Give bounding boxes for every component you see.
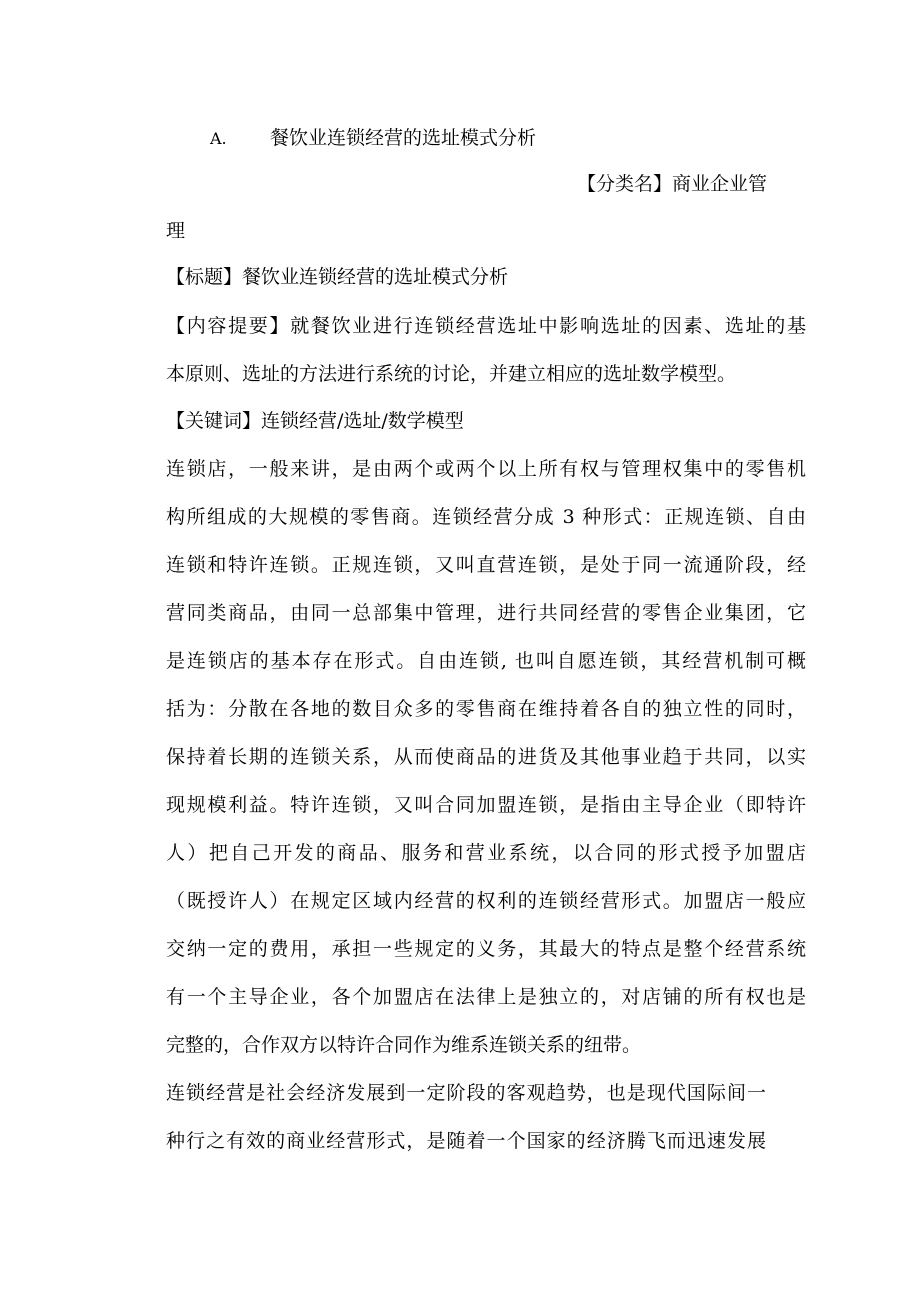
abstract-line: 【内容提要】就餐饮业进行连锁经营选址中影响选址的因素、选址的基 — [166, 315, 806, 337]
paragraph-line: 营同类商品，由同一总部集中管理，进行共同经营的零售企业集团，它 — [166, 602, 806, 624]
section-title: 餐饮业连锁经营的选址模式分析 — [270, 127, 537, 149]
title-line: 【标题】餐饮业连锁经营的选址模式分析 — [166, 266, 509, 288]
category-label-continuation: 理 — [166, 220, 186, 242]
paragraph-line: 括为：分散在各地的数目众多的零售商在维持着各自的独立性的同时， — [166, 698, 806, 720]
paragraph-line: 完整的，合作双方以特许合同作为维系连锁关系的纽带。 — [166, 1034, 642, 1056]
paragraph-line: 人）把自己开发的商品、服务和营业系统，以合同的形式授予加盟店 — [166, 842, 806, 864]
keywords-line: 【关键词】连锁经营/选址/数学模型 — [166, 410, 464, 432]
paragraph-line: 是连锁店的基本存在形式。自由连锁, 也叫自愿连锁，其经营机制可概 — [166, 650, 806, 672]
paragraph-line: 交纳一定的费用，承担一些规定的义务，其最大的特点是整个经营系统 — [166, 938, 806, 960]
section-number: A. — [210, 129, 227, 148]
paragraph-line: 连锁经营是社会经济发展到一定阶段的客观趋势，也是现代国际间一 — [166, 1082, 766, 1104]
paragraph-line: 现规模利益。特许连锁，又叫合同加盟连锁，是指由主导企业（即特许 — [166, 794, 806, 816]
paragraph-line: 种行之有效的商业经营形式，是随着一个国家的经济腾飞而迅速发展 — [166, 1130, 766, 1152]
paragraph-line: （既授许人）在规定区域内经营的权利的连锁经营形式。加盟店一般应 — [166, 890, 806, 912]
paragraph-line: 构所组成的大规模的零售商。连锁经营分成 3 种形式：正规连锁、自由 — [166, 506, 806, 528]
paragraph-line: 连锁店，一般来讲，是由两个或两个以上所有权与管理权集中的零售机 — [166, 458, 806, 480]
abstract-line: 本原则、选址的方法进行系统的讨论，并建立相应的选址数学模型。 — [166, 363, 737, 385]
category-label: 【分类名】商业企业管 — [577, 173, 768, 195]
paragraph-line: 连锁和特许连锁。正规连锁，又叫直营连锁，是处于同一流通阶段，经 — [166, 554, 806, 576]
paragraph-line: 有一个主导企业，各个加盟店在法律上是独立的，对店铺的所有权也是 — [166, 986, 806, 1008]
paragraph-line: 保持着长期的连锁关系，从而使商品的进货及其他事业趋于共同，以实 — [166, 746, 806, 768]
